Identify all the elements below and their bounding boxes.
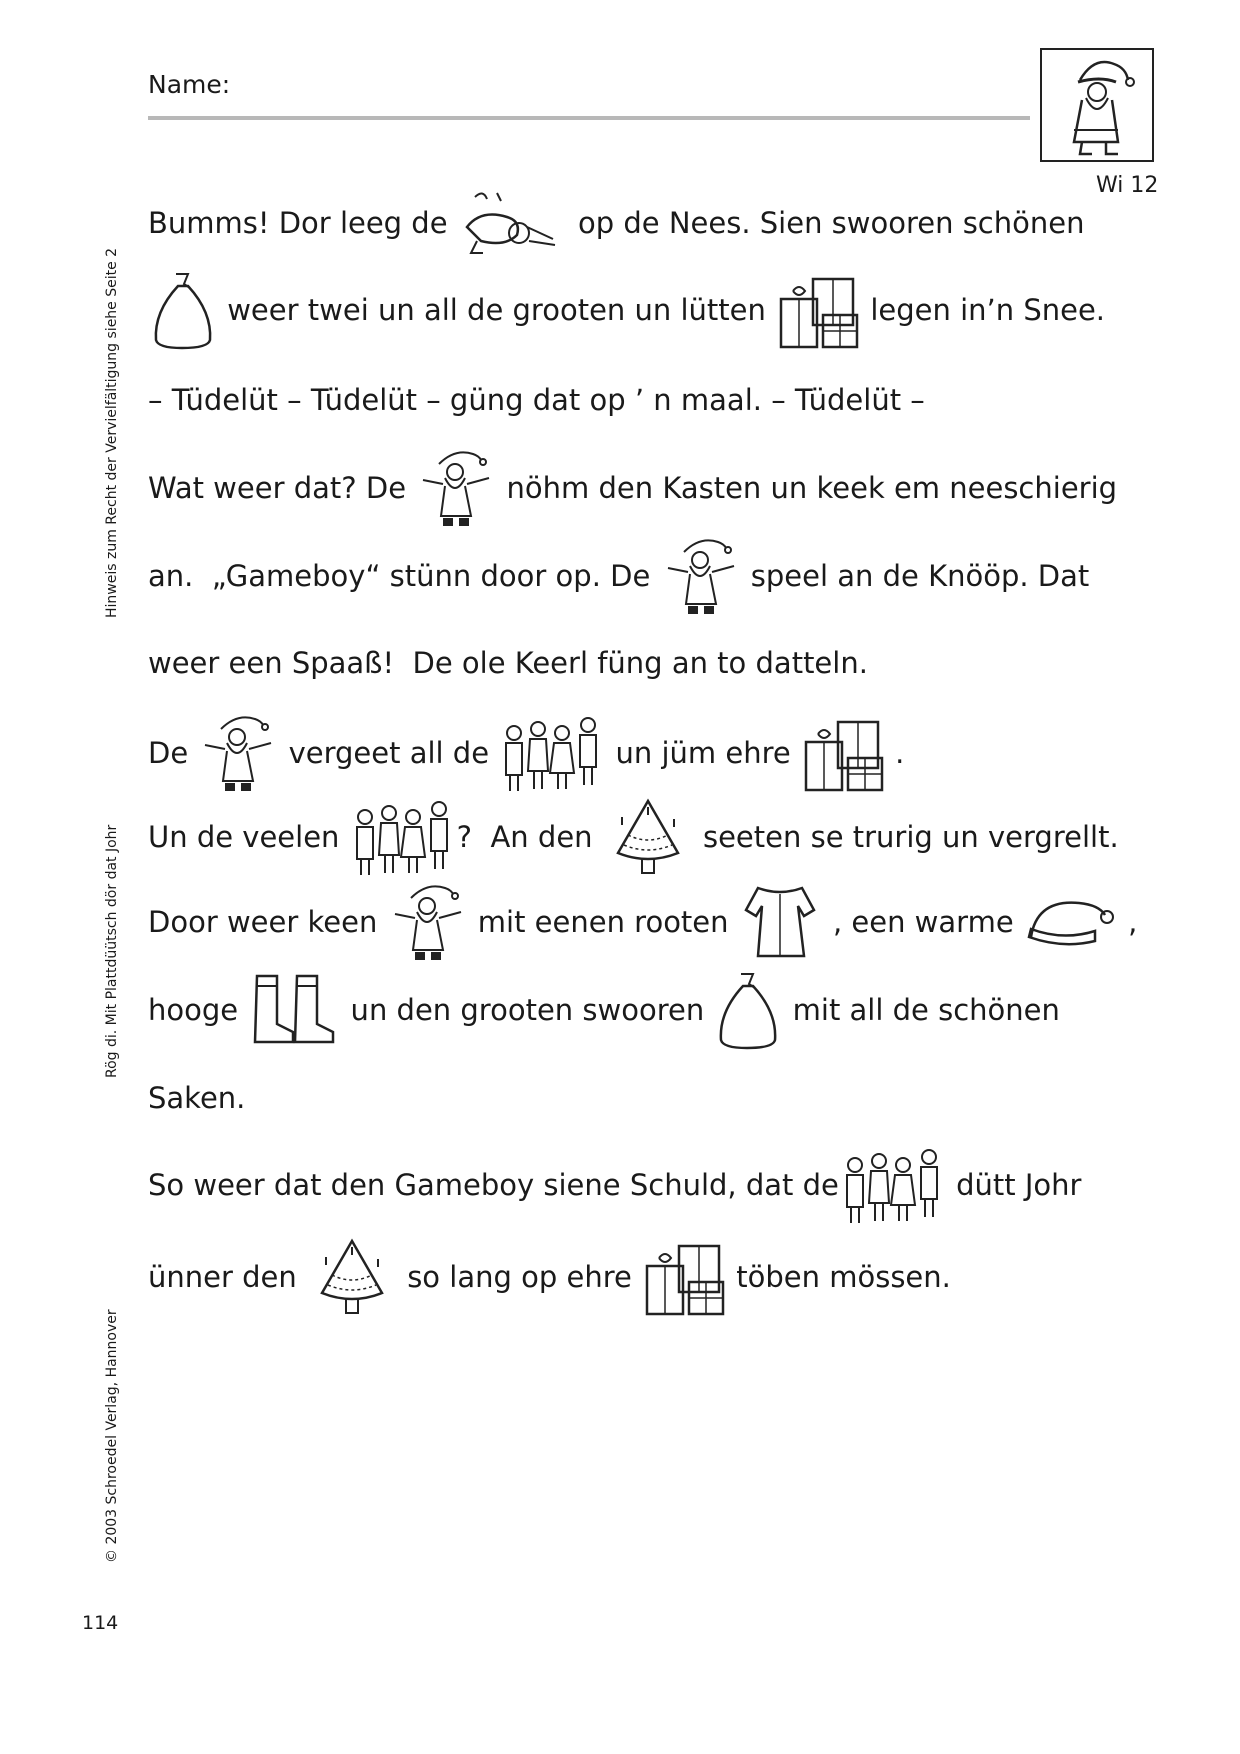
- copyright: © 2003 Schroedel Verlag, Hannover: [104, 1309, 120, 1563]
- story-line-1: [148, 188, 1084, 258]
- story-text: So weer dat den Gameboy siene Schuld, dat de: [148, 1168, 839, 1202]
- sheet-code: Wi 12: [1096, 173, 1159, 198]
- santa-portrait-icon: [1040, 48, 1154, 162]
- presents-icon: [641, 1168, 727, 1386]
- story-line-12: [148, 1150, 1081, 1220]
- story-line-5: [148, 541, 1089, 611]
- boots-icon: [247, 904, 341, 1116]
- story-line-13: [148, 1242, 951, 1312]
- story-text: .: [885, 736, 905, 770]
- story-text: mit all de schönen: [783, 993, 1060, 1027]
- story-text: legen in’n Snee.: [861, 293, 1106, 327]
- story-text: dütt Johr: [946, 1168, 1082, 1202]
- story-line-7: [148, 718, 904, 788]
- story-text: an. „Gameboy“ stünn door op. De: [148, 559, 660, 593]
- story-text: De: [148, 736, 198, 770]
- story-text: Un de veelen: [148, 820, 349, 854]
- story-text: nöhm den Kasten un keek em neeschierig: [497, 471, 1118, 505]
- sack-icon: [713, 900, 783, 1120]
- name-label: Name:: [148, 70, 231, 99]
- story-text: ,: [1118, 905, 1138, 939]
- story-text: – Tüdelüt – Tüdelüt – güng dat op ’ n maal. – Tüdelüt –: [148, 383, 925, 417]
- story-text: un den grooten swooren: [341, 993, 714, 1027]
- story-text: un jüm ehre: [606, 736, 800, 770]
- story-line-11: [148, 1063, 245, 1133]
- story-text: Bumms! Dor leeg de: [148, 206, 457, 240]
- story-text: mit eenen rooten: [468, 905, 738, 939]
- story-text: töben mössen.: [727, 1260, 951, 1294]
- book-title: Rög di. Mit Plattdüütsch dör dat Johr: [104, 824, 120, 1078]
- story-text: ? An den: [456, 820, 602, 854]
- story-line-4: [148, 453, 1117, 523]
- story-line-10: [148, 975, 1060, 1045]
- story-text: so lang op ehre: [397, 1260, 642, 1294]
- rights-note: Hinweis zum Recht der Vervielfältigung siehe Seite 2: [104, 247, 120, 618]
- story-text: Saken.: [148, 1081, 246, 1115]
- story-text: Door weer keen: [148, 905, 387, 939]
- story-text: weer twei un all de grooten un lütten: [218, 293, 776, 327]
- story-line-8: [148, 802, 1119, 872]
- story-text: speel an de Knööp. Dat: [741, 559, 1090, 593]
- story-text: ünner den: [148, 1260, 306, 1294]
- story-text: Wat weer dat? De: [148, 471, 416, 505]
- story-text: vergeet all de: [279, 736, 499, 770]
- story-text: seeten se trurig un vergrellt.: [693, 820, 1119, 854]
- story-line-2: [148, 275, 1105, 345]
- page-number: 114: [82, 1612, 119, 1634]
- name-field-line[interactable]: [148, 116, 1030, 120]
- story-text: op de Nees. Sien swooren schönen: [568, 206, 1085, 240]
- story-text: hooge: [148, 993, 248, 1027]
- christmas-tree-icon: [306, 1167, 398, 1387]
- story-text: weer een Spaaß! De ole Keerl füng an to datteln.: [148, 646, 868, 680]
- story-text: , een warme: [823, 905, 1023, 939]
- story-line-3: [148, 365, 925, 435]
